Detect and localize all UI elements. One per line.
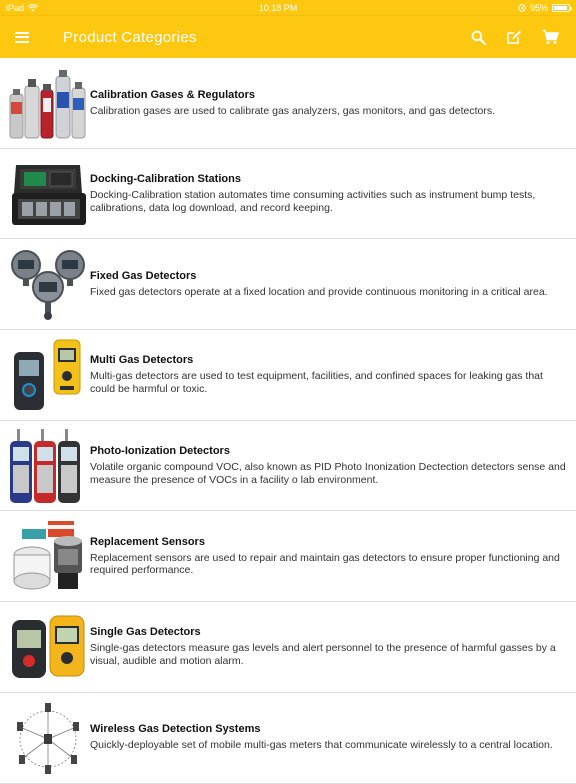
category-text xyxy=(90,445,576,486)
category-title: Photo-Ionization Detectors xyxy=(90,445,230,458)
category-title: Multi Gas Detectors xyxy=(90,354,194,367)
category-row[interactable] xyxy=(0,330,576,421)
sensor-icon xyxy=(8,515,90,597)
multi-gas-detector-icon xyxy=(8,334,90,416)
device-name: iPad xyxy=(6,3,25,13)
category-description: Docking-Calibration station automates time consuming activities such as instrument bump tests, calibrations, data log download, and record keeping. xyxy=(90,189,536,214)
category-title: Single Gas Detectors xyxy=(90,626,201,639)
category-text xyxy=(90,89,576,118)
category-title: Calibration Gases & Regulators xyxy=(90,88,256,101)
battery-percent: 95% xyxy=(529,3,548,13)
battery-icon xyxy=(552,4,570,12)
search-button[interactable] xyxy=(460,16,496,58)
edit-button[interactable] xyxy=(496,16,532,58)
cart-icon xyxy=(542,29,559,45)
category-description: Multi-gas detectors are used to test equipment, facilities, and confined spaces for leaking gas that could be harmful or toxic. xyxy=(90,370,543,395)
category-row[interactable] xyxy=(0,602,576,693)
category-title: Fixed Gas Detectors xyxy=(90,269,197,282)
category-row[interactable] xyxy=(0,693,576,784)
wifi-icon xyxy=(28,4,38,12)
category-text xyxy=(90,354,576,395)
fixed-detectors-icon xyxy=(8,243,90,325)
category-description: Fixed gas detectors operate at a fixed location and provide continuous monitoring in a critical area. xyxy=(90,285,548,298)
category-text xyxy=(90,173,576,214)
category-description: Calibration gases are used to calibrate gas analyzers, gas monitors, and gas detectors. xyxy=(90,104,496,117)
category-description: Single-gas detectors measure gas levels and alert personnel to the presence of harmful gasses by a visual, audible and motion alarm. xyxy=(90,642,556,667)
status-time: 10:18 PM xyxy=(258,3,298,13)
cart-button[interactable] xyxy=(532,16,568,58)
category-text xyxy=(90,723,576,752)
hamburger-icon xyxy=(15,32,29,43)
status-bar xyxy=(0,0,576,16)
docking-case-icon xyxy=(8,153,90,235)
pid-detector-icon xyxy=(8,425,90,507)
category-row[interactable] xyxy=(0,149,576,240)
nav-bar xyxy=(0,16,576,58)
category-list xyxy=(0,58,576,784)
category-text xyxy=(90,270,576,299)
category-description: Replacement sensors are used to repair and maintain gas detectors to ensure proper functioning and required performance. xyxy=(90,551,560,577)
category-title: Wireless Gas Detection Systems xyxy=(90,723,261,736)
wireless-network-icon xyxy=(8,697,90,779)
search-icon xyxy=(471,30,486,45)
edit-icon xyxy=(506,29,522,45)
category-row[interactable] xyxy=(0,58,576,149)
category-row[interactable] xyxy=(0,421,576,512)
orientation-lock-icon xyxy=(518,4,526,12)
single-gas-detector-icon xyxy=(8,606,90,688)
status-right xyxy=(518,3,570,13)
gas-cylinders-icon xyxy=(8,62,90,144)
menu-button[interactable] xyxy=(0,16,44,58)
category-row[interactable] xyxy=(0,239,576,330)
category-description: Quickly-deployable set of mobile multi-gas meters that communicate wirelessly to a central location. xyxy=(90,739,553,752)
page-title: Product Categories xyxy=(63,28,197,46)
nav-actions xyxy=(460,16,568,58)
category-title: Replacement Sensors xyxy=(90,535,205,548)
status-left xyxy=(6,3,38,13)
category-description: Volatile organic compound VOC, also known as PID Photo Inonization Dectection detectors sense and measure the presence of VOCs in a facility o lab environment. xyxy=(90,461,566,486)
category-text xyxy=(90,626,576,667)
category-row[interactable] xyxy=(0,511,576,602)
category-title: Docking-Calibration Stations xyxy=(90,173,241,186)
category-text xyxy=(90,536,576,577)
